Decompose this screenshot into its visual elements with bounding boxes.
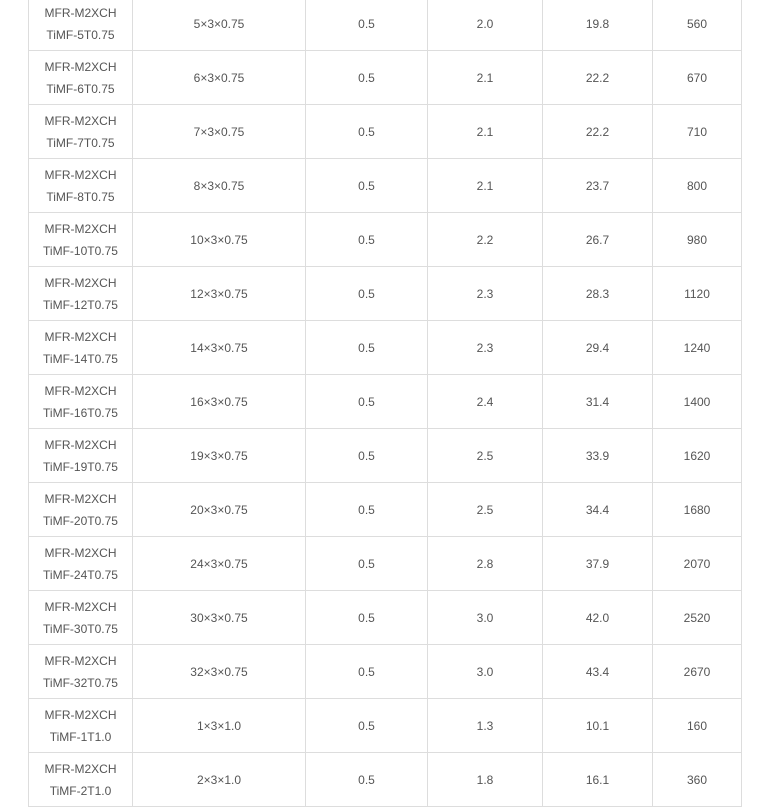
size-cell: 30×3×0.75 [133,591,306,645]
model-cell [29,105,133,159]
value-cell: 0.5 [306,429,428,483]
value-cell: 0.5 [306,483,428,537]
model-line-1: MFR-M2XCH [44,491,117,506]
table-row [29,105,742,159]
model-line-2: TiMF-16T0.75 [43,405,118,420]
value-cell: 2070 [653,537,742,591]
size-cell: 20×3×0.75 [133,483,306,537]
model-line-1: MFR-M2XCH [44,59,117,74]
value-cell: 2.5 [428,429,543,483]
model-line-1: MFR-M2XCH [44,275,117,290]
model-cell [29,213,133,267]
model-line-2: TiMF-8T0.75 [46,189,115,204]
value-cell: 0.5 [306,699,428,753]
value-cell: 710 [653,105,742,159]
value-cell: 16.1 [543,753,653,807]
value-cell: 22.2 [543,51,653,105]
model-line-1: MFR-M2XCH [44,5,117,20]
model-line-2: TiMF-32T0.75 [43,675,118,690]
size-cell: 14×3×0.75 [133,321,306,375]
value-cell: 37.9 [543,537,653,591]
value-cell: 3.0 [428,591,543,645]
value-cell: 2.3 [428,267,543,321]
value-cell: 2.8 [428,537,543,591]
value-cell: 2.2 [428,213,543,267]
value-cell: 1680 [653,483,742,537]
value-cell: 0.5 [306,645,428,699]
value-cell: 10.1 [543,699,653,753]
value-cell: 2.3 [428,321,543,375]
value-cell: 0.5 [306,753,428,807]
value-cell: 26.7 [543,213,653,267]
model-cell [29,699,133,753]
spec-table-body [29,0,742,807]
model-line-2: TiMF-19T0.75 [43,459,118,474]
value-cell: 23.7 [543,159,653,213]
value-cell: 1.3 [428,699,543,753]
model-line-2: TiMF-6T0.75 [46,81,115,96]
model-line-1: MFR-M2XCH [44,599,117,614]
value-cell: 980 [653,213,742,267]
model-line-2: TiMF-5T0.75 [46,27,115,42]
value-cell: 560 [653,0,742,51]
model-cell [29,0,133,51]
size-cell: 8×3×0.75 [133,159,306,213]
value-cell: 22.2 [543,105,653,159]
model-line-1: MFR-M2XCH [44,167,117,182]
value-cell: 0.5 [306,537,428,591]
value-cell: 3.0 [428,645,543,699]
model-cell [29,321,133,375]
table-row [29,537,742,591]
size-cell: 2×3×1.0 [133,753,306,807]
value-cell: 0.5 [306,159,428,213]
size-cell: 1×3×1.0 [133,699,306,753]
value-cell: 2.1 [428,159,543,213]
value-cell: 0.5 [306,105,428,159]
value-cell: 0.5 [306,591,428,645]
value-cell: 33.9 [543,429,653,483]
model-cell [29,375,133,429]
value-cell: 0.5 [306,267,428,321]
model-cell [29,753,133,807]
value-cell: 670 [653,51,742,105]
table-row [29,159,742,213]
table-row [29,0,742,51]
value-cell: 2670 [653,645,742,699]
table-row [29,375,742,429]
model-line-1: MFR-M2XCH [44,329,117,344]
model-line-2: TiMF-12T0.75 [43,297,118,312]
size-cell: 5×3×0.75 [133,0,306,51]
table-row [29,213,742,267]
size-cell: 19×3×0.75 [133,429,306,483]
value-cell: 0.5 [306,51,428,105]
model-line-1: MFR-M2XCH [44,113,117,128]
value-cell: 2.0 [428,0,543,51]
value-cell: 0.5 [306,375,428,429]
model-cell [29,267,133,321]
table-row [29,267,742,321]
size-cell: 24×3×0.75 [133,537,306,591]
model-line-2: TiMF-7T0.75 [46,135,115,150]
model-line-1: MFR-M2XCH [44,221,117,236]
table-row [29,699,742,753]
value-cell: 31.4 [543,375,653,429]
value-cell: 1120 [653,267,742,321]
value-cell: 34.4 [543,483,653,537]
value-cell: 0.5 [306,0,428,51]
table-row [29,753,742,807]
table-row [29,429,742,483]
table-row [29,645,742,699]
size-cell: 16×3×0.75 [133,375,306,429]
model-line-1: MFR-M2XCH [44,383,117,398]
table-row [29,321,742,375]
value-cell: 160 [653,699,742,753]
value-cell: 1.8 [428,753,543,807]
value-cell: 800 [653,159,742,213]
model-line-2: TiMF-1T1.0 [49,729,112,744]
value-cell: 2.1 [428,105,543,159]
size-cell: 32×3×0.75 [133,645,306,699]
value-cell: 29.4 [543,321,653,375]
value-cell: 28.3 [543,267,653,321]
value-cell: 2.1 [428,51,543,105]
model-cell [29,645,133,699]
model-line-2: TiMF-30T0.75 [43,621,118,636]
model-line-2: TiMF-24T0.75 [43,567,118,582]
table-row [29,591,742,645]
value-cell: 42.0 [543,591,653,645]
value-cell: 2.5 [428,483,543,537]
value-cell: 2.4 [428,375,543,429]
model-line-1: MFR-M2XCH [44,437,117,452]
model-cell [29,51,133,105]
value-cell: 1620 [653,429,742,483]
model-line-1: MFR-M2XCH [44,653,117,668]
value-cell: 1240 [653,321,742,375]
model-line-1: MFR-M2XCH [44,761,117,776]
value-cell: 0.5 [306,321,428,375]
value-cell: 2520 [653,591,742,645]
value-cell: 0.5 [306,213,428,267]
model-line-2: TiMF-14T0.75 [43,351,118,366]
spec-table [28,0,742,807]
size-cell: 6×3×0.75 [133,51,306,105]
size-cell: 7×3×0.75 [133,105,306,159]
size-cell: 12×3×0.75 [133,267,306,321]
model-cell [29,537,133,591]
value-cell: 19.8 [543,0,653,51]
size-cell: 10×3×0.75 [133,213,306,267]
model-cell [29,429,133,483]
model-cell [29,483,133,537]
spec-table-container [28,0,741,807]
model-line-2: TiMF-20T0.75 [43,513,118,528]
table-row [29,51,742,105]
table-row [29,483,742,537]
value-cell: 1400 [653,375,742,429]
model-cell [29,159,133,213]
model-cell [29,591,133,645]
model-line-1: MFR-M2XCH [44,707,117,722]
model-line-1: MFR-M2XCH [44,545,117,560]
model-line-2: TiMF-2T1.0 [49,783,112,798]
value-cell: 360 [653,753,742,807]
model-line-2: TiMF-10T0.75 [43,243,118,258]
value-cell: 43.4 [543,645,653,699]
